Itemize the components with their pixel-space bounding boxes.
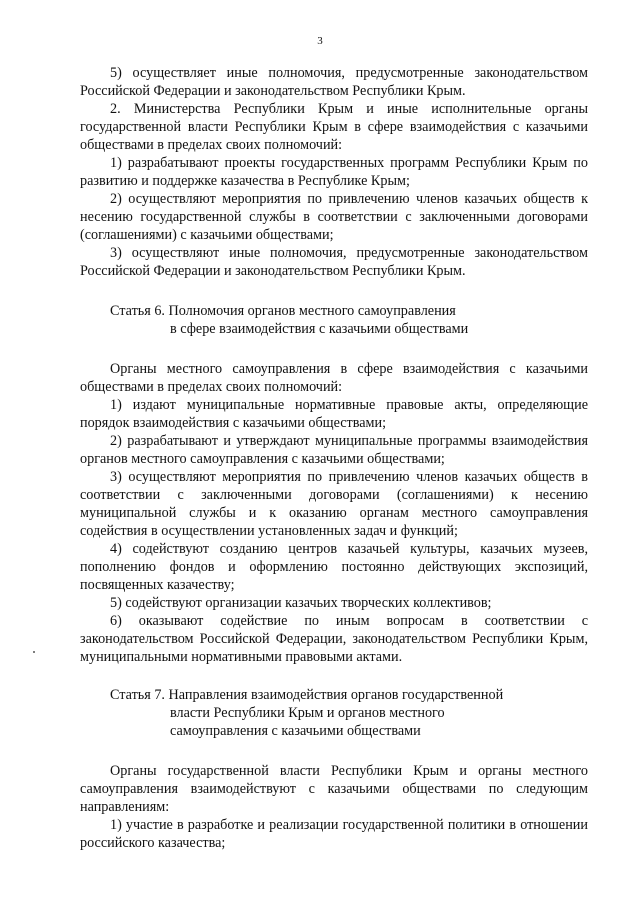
paragraph: 3) осуществляют мероприятия по привлечению членов казачьих обществ в соответствии с заключенными договорами (соглашениями) к несению муниципальной службы и к оказанию органам местного самоуправления содействия в осуществлении установленных задач и функций;: [80, 469, 588, 539]
paragraph: 1) разрабатывают проекты государственных программ Республики Крым по развитию и поддержке казачества в Республике Крым;: [80, 155, 588, 189]
paragraph: 2) осуществляют мероприятия по привлечению членов казачьих обществ к несению государственной службы в соответствии с заключенными договорами (соглашениями) с казачьими обществами;: [80, 191, 588, 243]
margin-mark: [33, 651, 35, 653]
heading-line: Статья 6. Полномочия органов местного самоуправления: [110, 303, 456, 319]
page-number: 3: [317, 35, 323, 47]
paragraph: Органы местного самоуправления в сфере взаимодействия с казачьими обществами в пределах своих полномочий:: [80, 361, 588, 395]
paragraph: 2) разрабатывают и утверждают муниципальные программы взаимодействия органов местного самоуправления с казачьими обществами;: [80, 433, 588, 467]
heading-line: власти Республики Крым и органов местного: [170, 705, 445, 721]
paragraph: 1) издают муниципальные нормативные правовые акты, определяющие порядок взаимодействия с казачьими обществами;: [80, 397, 588, 431]
paragraph: 6) оказывают содействие по иным вопросам в соответствии с законодательством Российской Федерации, законодательством Республики Крым, муниципальными нормативными правовыми актами.: [80, 613, 588, 665]
article-7-heading: [80, 686, 588, 740]
paragraph: 1) участие в разработке и реализации государственной политики в отношении российского казачества;: [80, 817, 588, 851]
heading-line: в сфере взаимодействия с казачьими обществами: [170, 321, 469, 337]
paragraph: 5) содействуют организации казачьих творческих коллективов;: [110, 595, 492, 611]
paragraph: 2. Министерства Республики Крым и иные исполнительные органы государственной власти Республики Крым в сфере взаимодействия с казачьими обществами в пределах своих полномочий:: [80, 101, 588, 153]
paragraph: 3) осуществляют иные полномочия, предусмотренные законодательством Российской Федерации и законодательством Республики Крым.: [80, 245, 588, 279]
heading-line: самоуправления с казачьими обществами: [170, 723, 421, 739]
article-6-heading: [80, 302, 588, 338]
document-body: [80, 64, 588, 852]
paragraph: Органы государственной власти Республики Крым и органы местного самоуправления взаимодействуют с казачьими обществами по следующим направлениям:: [80, 763, 588, 815]
heading-line: Статья 7. Направления взаимодействия органов государственной: [110, 687, 504, 703]
paragraph: 4) содействуют созданию центров казачьей культуры, казачьих музеев, пополнению фондов и оформлению постоянно действующих экспозиций, посвященных казачеству;: [80, 541, 588, 593]
paragraph: 5) осуществляет иные полномочия, предусмотренные законодательством Российской Федерации и законодательством Республики Крым.: [80, 65, 588, 99]
